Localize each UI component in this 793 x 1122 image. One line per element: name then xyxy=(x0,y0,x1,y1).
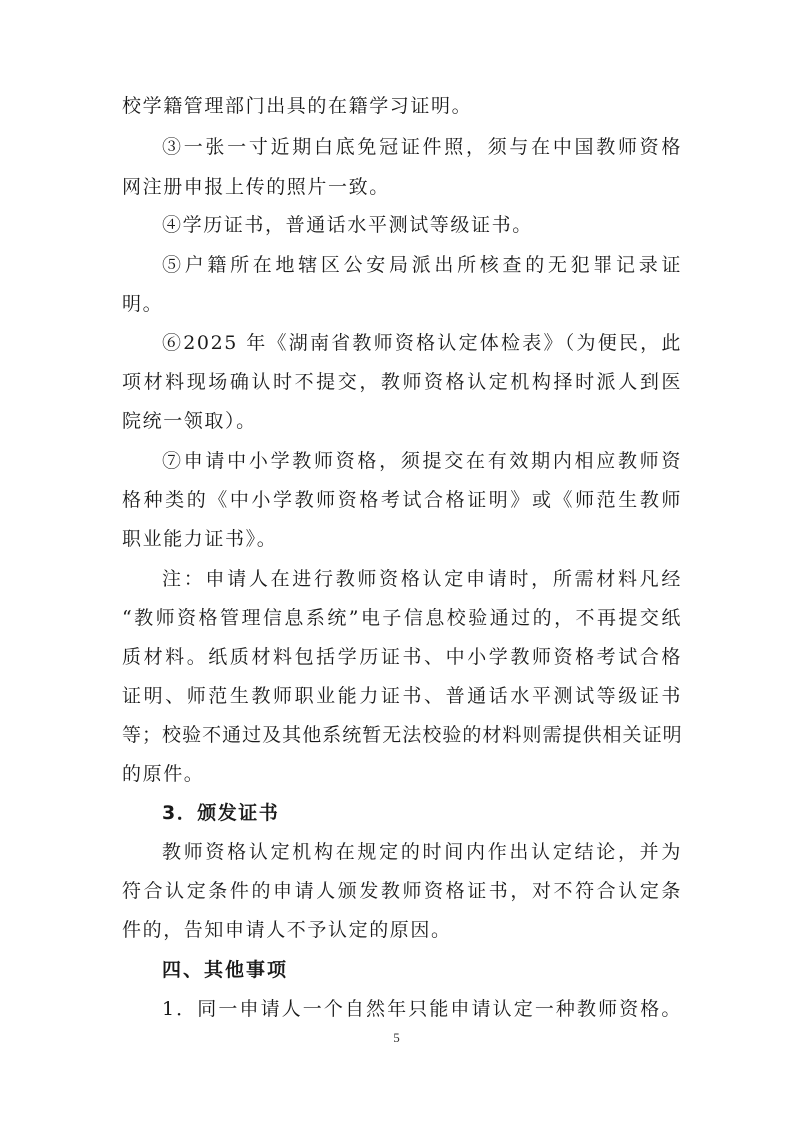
paragraph-line: 校学籍管理部门出具的在籍学习证明。 xyxy=(122,95,473,117)
page-number: 5 xyxy=(393,1030,400,1045)
paragraph-line: 院统一领取）。 xyxy=(122,410,257,432)
paragraph-line: 网注册申报上传的照片一致。 xyxy=(122,176,390,198)
paragraph-line: ⑦申请中小学教师资格，须提交在有效期内相应教师资 xyxy=(162,450,682,472)
paragraph-line: 职业能力证书》。 xyxy=(122,528,278,550)
note-line: 的原件。 xyxy=(122,763,205,785)
note-line: 注：申请人在进行教师资格认定申请时，所需材料凡经 xyxy=(162,568,682,590)
paragraph-line: ⑤户籍所在地辖区公安局派出所核查的无犯罪记录证 xyxy=(162,254,682,276)
note-line: 质材料。纸质材料包括学历证书、中小学教师资格考试合格 xyxy=(122,646,682,668)
paragraph-line: ⑥2025 年《湖南省教师资格认定体检表》（为便民，此 xyxy=(162,332,682,354)
paragraph-line: ④学历证书，普通话水平测试等级证书。 xyxy=(162,214,533,236)
section-subheading: 3．颁发证书 xyxy=(162,802,280,824)
paragraph-line: 教师资格认定机构在规定的时间内作出认定结论，并为 xyxy=(162,841,682,863)
paragraph-line: 件的，告知申请人不予认定的原因。 xyxy=(122,919,452,941)
paragraph-line: 项材料现场确认时不提交，教师资格认定机构择时派人到医 xyxy=(122,371,682,393)
note-line: 证明、师范生教师职业能力证书、普通话水平测试等级证书 xyxy=(122,685,682,707)
paragraph-line: 符合认定条件的申请人颁发教师资格证书，对不符合认定条 xyxy=(122,880,682,902)
paragraph-line: 1．同一申请人一个自然年只能申请认定一种教师资格。 xyxy=(162,998,682,1020)
note-line: 等；校验不通过及其他系统暂无法校验的材料则需提供相关证明 xyxy=(122,724,682,746)
section-heading: 四、其他事项 xyxy=(162,959,289,981)
note-line: “教师资格管理信息系统”电子信息校验通过的，不再提交纸 xyxy=(122,607,682,629)
paragraph-line: 明。 xyxy=(122,293,164,315)
paragraph-line: ③一张一寸近期白底免冠证件照，须与在中国教师资格 xyxy=(162,136,682,158)
paragraph-line: 格种类的《中小学教师资格考试合格证明》或《师范生教师 xyxy=(122,489,682,511)
